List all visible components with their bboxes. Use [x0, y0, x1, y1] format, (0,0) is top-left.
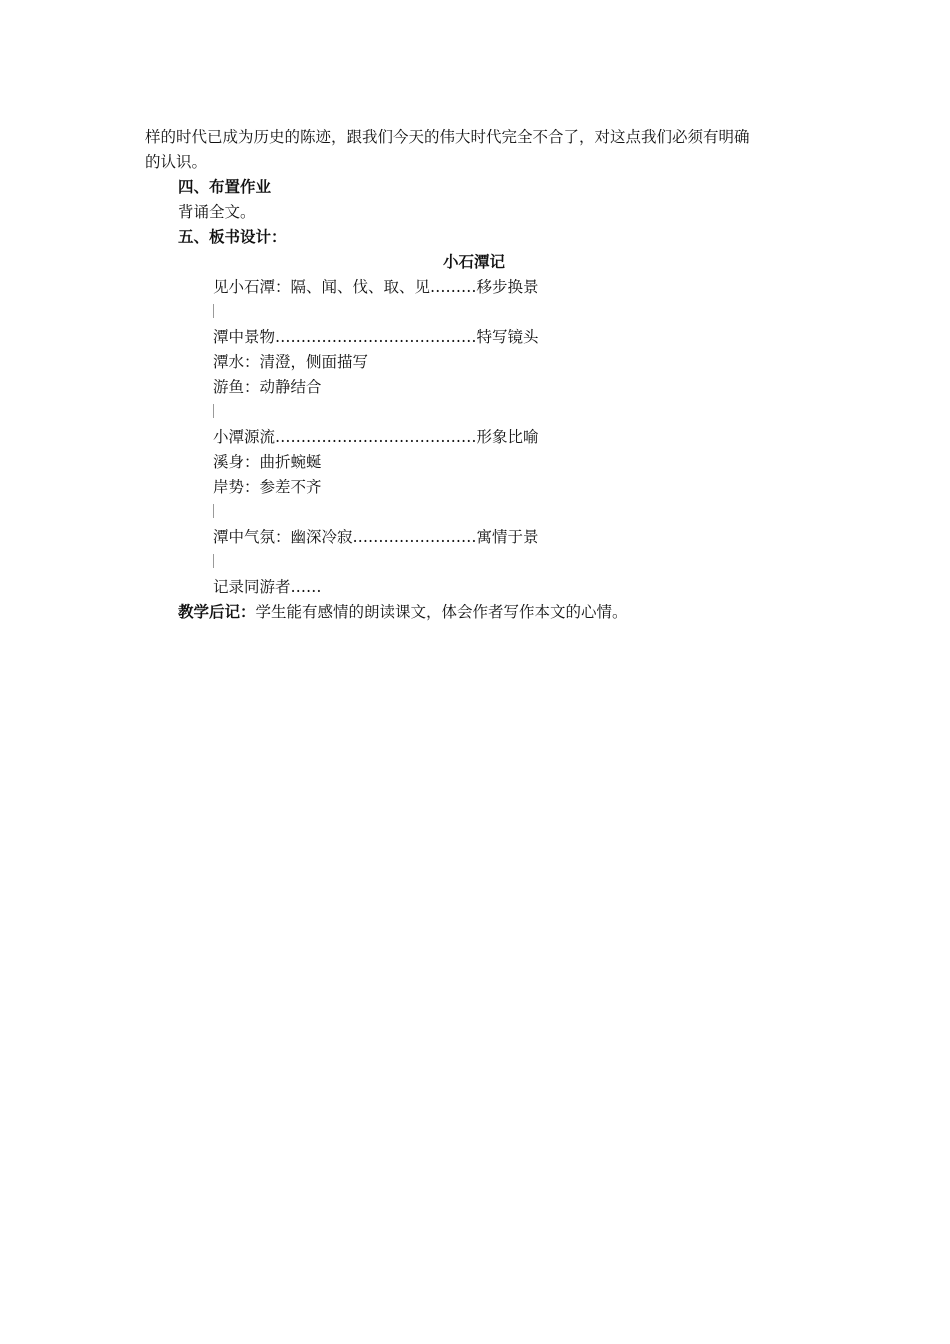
- afterword: [178, 602, 628, 622]
- paragraph-line-2: 的认识。: [145, 153, 208, 171]
- afterword-text: 学生能有感情的朗读课文，体会作者写作本文的心情。: [255, 603, 628, 621]
- afterword-label: 教学后记：: [178, 603, 256, 621]
- paragraph-line-1: 样的时代已成为历史的陈迹，跟我们今天的伟大时代完全不合了，对这点我们必须有明确: [145, 128, 750, 146]
- board-row: 游鱼：动静结合: [213, 378, 322, 396]
- connector-line: [213, 504, 214, 518]
- board-row: 岸势：参差不齐: [213, 478, 322, 496]
- board-row: 潭中气氛：幽深冷寂……………………寓情于景: [213, 528, 539, 546]
- board-row: 小潭源流…………………………………形象比喻: [213, 428, 539, 446]
- section-heading-homework: 四、布置作业: [178, 178, 272, 196]
- connector-line: [213, 304, 214, 318]
- connector-line: [213, 404, 214, 418]
- board-row: 见小石潭：隔、闻、伐、取、见………移步换景: [213, 278, 539, 296]
- homework-text: 背诵全文。: [178, 203, 256, 221]
- board-row: 潭中景物…………………………………特写镜头: [213, 328, 539, 346]
- section-heading-board-design: 五、板书设计：: [178, 228, 287, 246]
- connector-line: [213, 554, 214, 568]
- board-row: 潭水：清澄，侧面描写: [213, 353, 369, 371]
- board-row: 溪身：曲折蜿蜒: [213, 453, 322, 471]
- board-row: 记录同游者……: [213, 578, 322, 596]
- board-title: 小石潭记: [443, 253, 506, 271]
